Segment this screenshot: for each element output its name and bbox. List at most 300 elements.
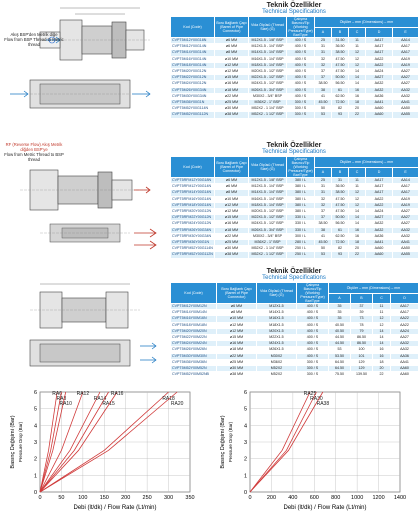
caption [4, 32, 64, 47]
table-cell: ø18 MM [217, 347, 257, 353]
x-tick-label: 100 [78, 495, 88, 501]
table-cell: M36X2 - 1" BSP [249, 100, 287, 106]
table-cell: 400 / S [287, 81, 315, 87]
table-cell: AA17 [366, 184, 393, 190]
caption-tr: RF (Reverse Flow) Akış Metrik diğden BSP'ye [5, 142, 63, 152]
table-cell: ø25 MM [217, 359, 257, 365]
table-cell: 22 [349, 112, 366, 118]
table-cell: 38.50 [315, 221, 332, 227]
x-tick-label: 0 [38, 495, 42, 501]
table-cell: 16 [373, 347, 391, 353]
product-code-cell: CVPT5M16Y00M16N [171, 316, 217, 322]
table-cell: 400 / S [287, 62, 315, 68]
table-cell: AA41 [366, 100, 393, 106]
caption [4, 142, 64, 162]
table-row [171, 215, 419, 221]
table-cell: 50 [315, 106, 332, 112]
dim-col-header: A [315, 167, 332, 178]
table-cell: 330 / L [287, 215, 315, 221]
table-cell: 380 / L [287, 196, 315, 202]
table-cell: 47.50 [332, 209, 349, 215]
product-code-cell: CVPT5M22Y00G12N [171, 75, 215, 81]
product-code-cell: CVPT5M22Y00M22N [171, 335, 217, 341]
table-cell: AA27 [366, 75, 393, 81]
table-cell: 400 / S [287, 93, 315, 99]
table-cell: AA32 [366, 227, 393, 233]
table-cell: AA60 [366, 112, 393, 118]
table-cell: 79 [351, 328, 373, 334]
table-cell: M14X1.5 - 1/4" BSP [249, 190, 287, 196]
table-cell: ø25 MM [215, 240, 249, 246]
table-cell: M20X1.5 [257, 328, 297, 334]
table-cell: M36X2 [257, 359, 297, 365]
table-cell: AA50 [393, 106, 419, 112]
table-cell: 14 [349, 75, 366, 81]
col-pressure-header: Çalışma Basıncı/Tip (Working Pressure/Type) Bar/Type [297, 283, 329, 304]
series-label: RA15 [102, 401, 115, 407]
table-cell: 53 [329, 347, 351, 353]
table-cell: 400 / S [297, 353, 329, 359]
table-cell: 300 / L [287, 233, 315, 239]
table-cell: 72.50 [332, 240, 349, 246]
table-cell: ø16 MM [217, 341, 257, 347]
table-cell: 400 / S [287, 75, 315, 81]
table-cell: 35 [329, 316, 351, 322]
series-label: RA10 [59, 401, 72, 407]
table-row [171, 196, 419, 202]
table-cell: AA19 [393, 62, 419, 68]
table-cell: M12X1.5 - 1/8" BSP [249, 178, 287, 184]
spec-table [170, 282, 419, 378]
table-cell: M16X1.5 - 1/4" BSP [249, 56, 287, 62]
table-cell: 100 [351, 347, 373, 353]
table-cell: 32 [315, 62, 332, 68]
table-cell: 300 / S [287, 106, 315, 112]
table-cell: ø18 MM [215, 87, 249, 93]
table-cell: AA17 [366, 190, 393, 196]
table-row [171, 178, 419, 184]
table-cell: 38.50 [315, 81, 332, 87]
pressure-drop-chart-small [0, 384, 210, 520]
col-code-header: Kod (Code) [171, 157, 215, 178]
product-code-cell: CVPT5M52Y00M52NB [171, 372, 217, 378]
table-cell: ø12 MM [217, 322, 257, 328]
table-cell: 11 [349, 38, 366, 44]
table-cell: 14 [349, 81, 366, 87]
table-cell: 101 [351, 353, 373, 359]
table-cell: 93 [332, 252, 349, 258]
table-cell: 250 / L [287, 252, 315, 258]
spec-table-body [171, 38, 419, 119]
product-code-cell: CVPT5M14Y00G14N [171, 50, 215, 56]
table-cell: 300 / S [287, 100, 315, 106]
dim-col-header: D [366, 167, 393, 178]
table-cell: AA17 [393, 184, 419, 190]
col-thread-header: Vida Ölçüsü (Thread Size) (G) [257, 283, 297, 304]
table-cell: AA27 [366, 215, 393, 221]
col-dims-header: Ölçüler – mm (Dimensions) – mm [329, 283, 419, 294]
table-cell: AA50 [393, 246, 419, 252]
diagram-metric-to-metric [0, 268, 168, 382]
product-code-cell: CVPT5RFM30Y00G34N [171, 233, 215, 239]
table-cell: 400 / S [297, 347, 329, 353]
y-tick-label: 3 [33, 440, 37, 446]
product-code-cell: CVPT5RFM22Y00G12N [171, 215, 215, 221]
table-cell: AA32 [393, 87, 419, 93]
series-label: RA6 [52, 391, 63, 397]
product-code-cell: CVPT5M26Y00G34N [171, 87, 215, 93]
table-cell: 47.50 [332, 202, 349, 208]
table-cell: M52X2 - 1 1/2" BSP [249, 252, 287, 258]
chart-svg-large [210, 384, 420, 520]
product-code-cell: CVPT5M24Y00M24N [171, 341, 217, 347]
y-axis-label-en: Pressure Drop (Bar) [228, 421, 233, 463]
table-cell: 400 / S [297, 310, 329, 316]
table-cell: AA60 [391, 366, 419, 372]
table-cell: M36X2 - 1" BSP [249, 240, 287, 246]
table-cell: M22X1.5 [257, 335, 297, 341]
table-cell: ø22 MM [215, 233, 249, 239]
col-thread-header: Vida Ölçüsü (Thread Size) (G) [249, 157, 287, 178]
table-cell: M26X1.5 - 3/4" BSP [249, 87, 287, 93]
table-cell: 32 [315, 56, 332, 62]
spec-table-body [171, 178, 419, 259]
section-bsp-to-metric [0, 0, 420, 124]
table-cell: AA19 [393, 56, 419, 62]
table-cell: 39 [351, 310, 373, 316]
table-cell: 400 / S [287, 38, 315, 44]
table-cell: M52X2 - 1 1/4" BSP [249, 246, 287, 252]
product-code-cell: CVPT5RFM24Y00G12N [171, 221, 215, 227]
caption-en: Flow from BSP Thread to Metric thread [4, 37, 64, 47]
table-cell: 38.50 [332, 190, 349, 196]
y-tick-label: 0 [243, 490, 247, 496]
table-cell: AA36 [366, 233, 393, 239]
x-tick-label: 400 [288, 495, 298, 501]
table-cell: 300 / S [297, 366, 329, 372]
table-cell: M12X1.5 [257, 304, 297, 310]
table-cell: 31 [332, 178, 349, 184]
table-cell: 16 [349, 87, 366, 93]
table-cell: AA22 [391, 322, 419, 328]
y-tick-label: 1 [243, 473, 247, 480]
table-cell: 18 [373, 359, 391, 365]
table-cell: 400 / S [297, 328, 329, 334]
table-cell: AA60 [366, 246, 393, 252]
table-cell: 12 [373, 322, 391, 328]
table-cell: 11 [349, 184, 366, 190]
series-label: RA30 [310, 396, 323, 402]
product-code-cell: CVPT5M12Y00M12N [171, 304, 217, 310]
table-cell: 93 [332, 112, 349, 118]
table-cell: ø15 MM [217, 335, 257, 341]
table-cell: AA19 [393, 202, 419, 208]
dim-col-header: C [349, 167, 366, 178]
table-cell: 11 [349, 178, 366, 184]
table-cell: 64.50 [329, 366, 351, 372]
product-code-cell: CVPT5M36Y00G1N [171, 100, 215, 106]
table-row [171, 184, 419, 190]
table-cell: ø10 MM [215, 56, 249, 62]
table-cell: 139.50 [351, 372, 373, 378]
table-cell: M12X1.5 - 1/4" BSP [249, 44, 287, 50]
table-cell: AA60 [366, 252, 393, 258]
table-cell: 12 [349, 202, 366, 208]
table-cell: 300 / S [297, 359, 329, 365]
table-cell: ø12 MM [215, 62, 249, 68]
y-tick-label: 5 [33, 406, 37, 413]
table-cell: AA17 [393, 190, 419, 196]
table-cell: 53 [315, 252, 332, 258]
table-cell: 400 / S [297, 316, 329, 322]
section-metric-to-metric [0, 268, 420, 382]
table-cell: 75.50 [329, 372, 351, 378]
table-cell: AA32 [366, 87, 393, 93]
table-cell: 47.50 [332, 196, 349, 202]
table-cell: 37 [315, 69, 332, 75]
table-cell: ø8 MM [215, 190, 249, 196]
table-cell: M24X1.5 [257, 341, 297, 347]
table-cell: AA32 [366, 81, 393, 87]
diagram-bsp-to-metric [0, 0, 168, 124]
table-cell: 12 [349, 190, 366, 196]
table-cell: M14X1.5 - 1/4" BSP [249, 50, 287, 56]
x-tick-label: 250 [142, 495, 152, 501]
table-cell: ø8 MM [217, 310, 257, 316]
table-cell: M26X1.5 [257, 347, 297, 353]
table-cell: 41 [315, 233, 332, 239]
table-cell: M22X1.5 - 1/2" BSP [249, 75, 287, 81]
table-cell: 37 [315, 209, 332, 215]
col-dims-header: Ölçüler – mm (Dimensions) – mm [315, 17, 419, 28]
table-cell: ø22 MM [217, 353, 257, 359]
dim-col-header: D [366, 27, 393, 38]
table-cell: ø30 MM [215, 106, 249, 112]
table-cell: 25 [315, 178, 332, 184]
table-cell: M16X1.5 [257, 316, 297, 322]
col-dims-header: Ölçüler – mm (Dimensions) – mm [315, 157, 419, 168]
table-cell: AA27 [393, 69, 419, 75]
table-cell: AA22 [366, 62, 393, 68]
table-cell: 11 [373, 310, 391, 316]
table-cell: 50 [315, 246, 332, 252]
table-cell: M30X2 - 3/4" BSP [249, 93, 287, 99]
table-cell: ø16 MM [215, 81, 249, 87]
table-cell: ø30 MM [217, 366, 257, 372]
table-row [171, 227, 419, 233]
table-cell: 40.50 [329, 328, 351, 334]
section-metric-to-bsp [0, 140, 420, 264]
table-cell: 78 [351, 322, 373, 328]
table-cell: 56.50 [332, 81, 349, 87]
product-code-cell: CVPT5M36Y00M36N [171, 359, 217, 365]
table-cell: M24X1.5 - 1/2" BSP [249, 221, 287, 227]
y-tick-label: 6 [33, 390, 37, 396]
product-code-cell: CVPT5RFM12Y00G14N [171, 184, 215, 190]
table-cell: 86.50 [351, 341, 373, 347]
col-code-header: Kod (Code) [171, 283, 217, 304]
table-cell: AA24 [391, 328, 419, 334]
product-code-cell: CVPT5M12Y00G18N [171, 38, 215, 44]
table-cell: ø38 MM [215, 112, 249, 118]
table-cell: 47.50 [332, 69, 349, 75]
table-cell: AA17 [366, 178, 393, 184]
table-row [171, 246, 419, 252]
table-cell: AA41 [366, 240, 393, 246]
table-cell: 22 [349, 252, 366, 258]
table-cell: M52X2 [257, 372, 297, 378]
table-cell: 45.50 [315, 100, 332, 106]
table-cell: AA27 [393, 81, 419, 87]
table-cell: AA32 [393, 233, 419, 239]
series-label: RA8 [56, 396, 67, 402]
table-cell: ø10 MM [217, 316, 257, 322]
table-row [171, 233, 419, 239]
table-cell: AA36 [366, 93, 393, 99]
product-code-cell: CVPT5M14Y00M14N [171, 310, 217, 316]
y-axis-label: Basınç Değişimi (Bar) [220, 415, 226, 469]
table-cell: ø12 MM [215, 69, 249, 75]
table-cell: 14 [349, 221, 366, 227]
dim-col-header: D [391, 293, 419, 304]
table-cell: M20X1.5 - 1/2" BSP [249, 69, 287, 75]
dim-col-header: B [332, 167, 349, 178]
product-code-cell: CVPT5RFM52Y00G114N [172, 246, 213, 251]
product-code-cell: CVPT5RFM12Y00G18N [171, 178, 215, 184]
product-code-cell: CVPT5RFM18Y00G14N [171, 202, 215, 208]
table-cell: AA60 [366, 106, 393, 112]
table-cell: M24X1.5 - 1/2" BSP [249, 81, 287, 87]
dim-col-header: A [329, 293, 351, 304]
y-tick-label: 2 [243, 456, 247, 463]
product-code-cell: CVPT5M18Y00M18N [171, 322, 217, 328]
table-cell: ø38 MM [217, 372, 257, 378]
y-axis-label-en: Pressure Drop (Bar) [18, 421, 23, 463]
caption-tr: Akış BSP'den Metrik diğe [10, 32, 58, 37]
x-tick-label: 50 [58, 495, 65, 501]
product-code-cell: CVPT5RFM26Y00G34N [171, 227, 215, 233]
table-cell: 50.50 [332, 75, 349, 81]
product-code-cell: CVPT5M20Y00G12N [171, 69, 215, 75]
x-tick-label: 1200 [372, 495, 385, 501]
product-code-cell: CVPT5M24Y00G12N [171, 81, 215, 87]
table-cell: M52X2 - 1 1/2" BSP [249, 112, 287, 118]
table-row [171, 252, 419, 258]
table-cell: 14 [373, 341, 391, 347]
table-cell: 380 / L [287, 202, 315, 208]
table-cell: 62.50 [332, 93, 349, 99]
table-cell: 400 / S [287, 44, 315, 50]
x-axis-label: Debi (lt/dk) / Flow Rate (Lt/min) [283, 505, 367, 511]
fitting-drawing-icon [0, 268, 168, 382]
table-cell: ø15 MM [215, 75, 249, 81]
table-cell: 35 [329, 310, 351, 316]
spec-table-block [170, 2, 418, 119]
y-tick-label: 5 [243, 406, 247, 413]
col-pressure-header: Çalışma Basıncı/Tip (Working Pressure/Type) Bar/Type [288, 17, 313, 37]
table-row [171, 106, 419, 112]
table-cell: AA17 [366, 38, 393, 44]
table-cell: 37 [315, 75, 332, 81]
table-cell: 16 [373, 353, 391, 359]
product-code-cell: CVPT5M26Y00M26N [171, 347, 217, 353]
product-code-cell: CVPT5M52Y00M52N [171, 366, 217, 372]
table-cell: AA32 [393, 227, 419, 233]
x-tick-label: 0 [248, 495, 252, 501]
table-cell: 53 [315, 112, 332, 118]
x-tick-label: 200 [266, 495, 277, 501]
table-cell: 330 / L [287, 221, 315, 227]
table-cell: 250 / L [287, 246, 315, 252]
product-code-cell: CVPT5RFM36Y00G1N [171, 240, 215, 246]
table-cell: 47.50 [332, 56, 349, 62]
table-cell: 12 [373, 316, 391, 322]
table-cell: 380 / L [287, 178, 315, 184]
table-cell: 12 [349, 50, 366, 56]
table-cell: 61 [332, 87, 349, 93]
table-cell: M52X2 [257, 366, 297, 372]
table-cell: 400 / S [287, 56, 315, 62]
table-cell: 18 [349, 240, 366, 246]
diagram-metric-to-bsp [0, 140, 168, 264]
table-cell: AA55 [393, 252, 419, 258]
col-thread-header: Vida Ölçüsü (Thread Size) (G) [249, 17, 287, 38]
table-cell: 14 [373, 335, 391, 341]
table-row [171, 372, 419, 378]
col-pressure-header: Çalışma Basıncı/Tip (Working Pressure/Type) Bar/Type [288, 157, 313, 177]
table-cell: 16 [349, 93, 366, 99]
table-cell: ø10 MM [215, 196, 249, 202]
table-cell: 280 / L [287, 240, 315, 246]
table-cell: ø30 MM [215, 246, 249, 252]
table-cell: 38 [315, 87, 332, 93]
table-cell: 36.50 [332, 184, 349, 190]
section-title: Teknik Özellikler [266, 2, 322, 9]
table-cell: M20X1.5 - 1/2" BSP [249, 209, 287, 215]
product-code-cell: CVPT5M52Y00G114N [171, 106, 215, 112]
x-tick-label: 1400 [393, 495, 407, 501]
table-cell: 12 [349, 56, 366, 62]
table-cell: ø12 MM [215, 209, 249, 215]
table-cell: 86.50 [351, 335, 373, 341]
x-tick-label: 600 [309, 495, 319, 501]
table-cell: AA22 [366, 202, 393, 208]
y-tick-label: 2 [33, 456, 37, 463]
y-tick-label: 6 [243, 390, 247, 396]
table-cell: 400 / S [297, 322, 329, 328]
table-cell: 41 [315, 93, 332, 99]
dim-col-header: B [332, 27, 349, 38]
table-cell: 12 [349, 62, 366, 68]
table-cell: 330 / L [287, 227, 315, 233]
table-cell: 38.50 [332, 50, 349, 56]
table-cell: 18 [349, 100, 366, 106]
pressure-drop-chart-large [210, 384, 420, 520]
table-cell: AA32 [391, 341, 419, 347]
table-cell: 300 / S [287, 112, 315, 118]
product-code-cell: CVPT5RFM52Y00G112N [172, 252, 213, 257]
table-cell: AA14 [393, 38, 419, 44]
product-code-cell: CVPT5M30Y00G34N [171, 93, 215, 99]
table-cell: AA24 [366, 69, 393, 75]
table-cell: AA17 [393, 50, 419, 56]
table-cell: 31 [315, 184, 332, 190]
table-cell: AA27 [393, 209, 419, 215]
y-tick-label: 3 [243, 440, 247, 446]
table-cell: AA55 [393, 112, 419, 118]
table-cell: AA19 [393, 196, 419, 202]
table-cell: 129 [351, 359, 373, 365]
